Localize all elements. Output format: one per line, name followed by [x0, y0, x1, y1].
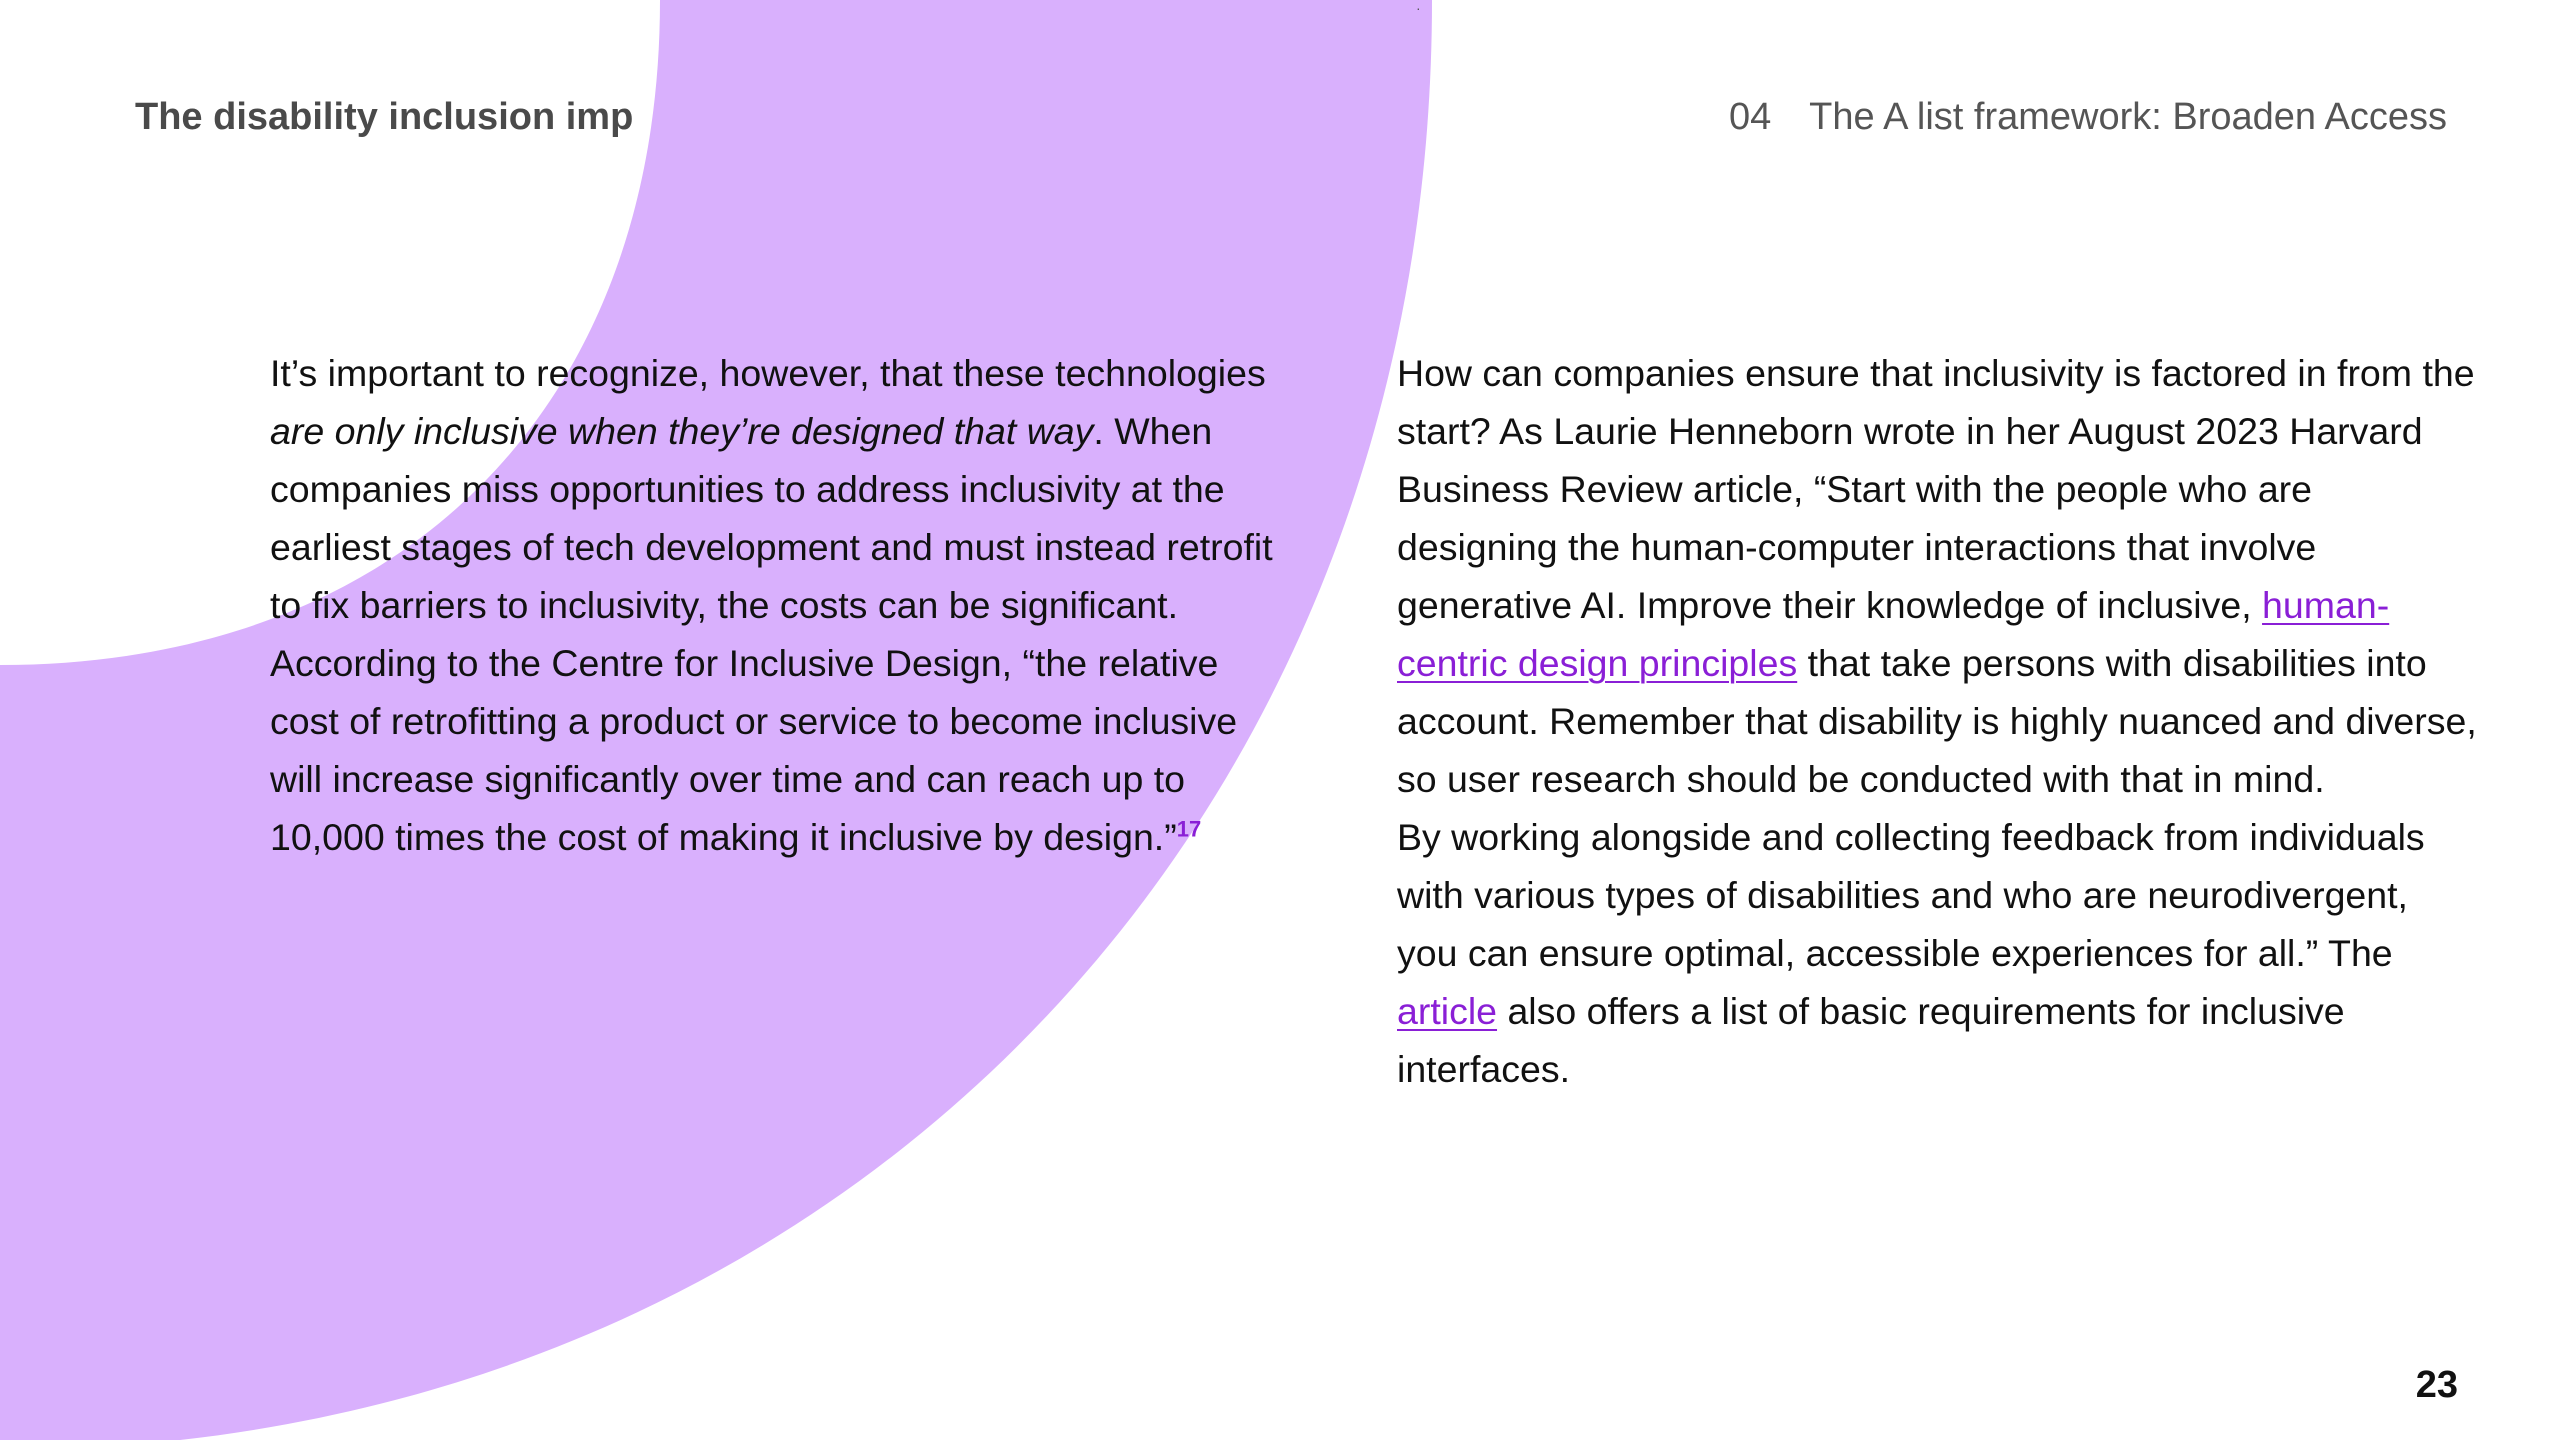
section-title: The A list framework: Broaden Access: [1809, 96, 2447, 138]
article-link[interactable]: article: [1397, 990, 1498, 1032]
left-column: [270, 344, 1280, 866]
right-text-second-start: By working alongside and collecting feedback from individuals with various types of disabilities and who are neurodivergent, you can ensure optimal, accessible experiences for all.” The: [1397, 816, 2425, 974]
right-paragraph-2: [1397, 808, 2477, 1098]
left-text-start: It’s important to recognize, however, that these technologies: [270, 352, 1266, 394]
section-header: [1729, 96, 2447, 139]
left-text-emphasis: are only inclusive when they’re designed that way: [270, 410, 1094, 452]
right-text-continuation: that take persons with disabilities into account. Remember that disability is highly nuanced and diverse, so user research should be conducted with that in mind.: [1397, 642, 2477, 800]
section-number: 04: [1729, 96, 1772, 138]
right-paragraph-1: [1397, 344, 2477, 808]
left-text-end: . When companies miss opportunities to address inclusivity at the earliest stages of tech development and must instead retrofit to fix barriers to inclusivity, the costs can be significant. According to the Centre for Inclusive Design, “the relative cost of retrofitting a product or service to become inclusive will increase significantly over time and can reach up to 10,000 times the cost of making it inclusive by design.”: [270, 410, 1273, 858]
document-title: The disability inclusion imp: [135, 96, 634, 138]
footnote-reference[interactable]: 17: [1176, 816, 1202, 842]
design-principles-link[interactable]: human-centric design principles: [1397, 584, 2390, 684]
page-number: 23: [2415, 1364, 2458, 1406]
right-column: [1397, 344, 2477, 1098]
arc-edge-mark: ·: [1416, 0, 1421, 16]
right-text-start: How can companies ensure that inclusivity is factored in from the start? As Laurie Henneborn wrote in her August 2023 Harvard Business Review article, “Start with the people who are designing the human-computer interactions that involve generative AI. Improve their knowledge of inclusive,: [1397, 352, 2475, 626]
left-paragraph: [270, 344, 1280, 866]
right-text-second-end: also offers a list of basic requirements for inclusive interfaces.: [1397, 990, 2345, 1090]
